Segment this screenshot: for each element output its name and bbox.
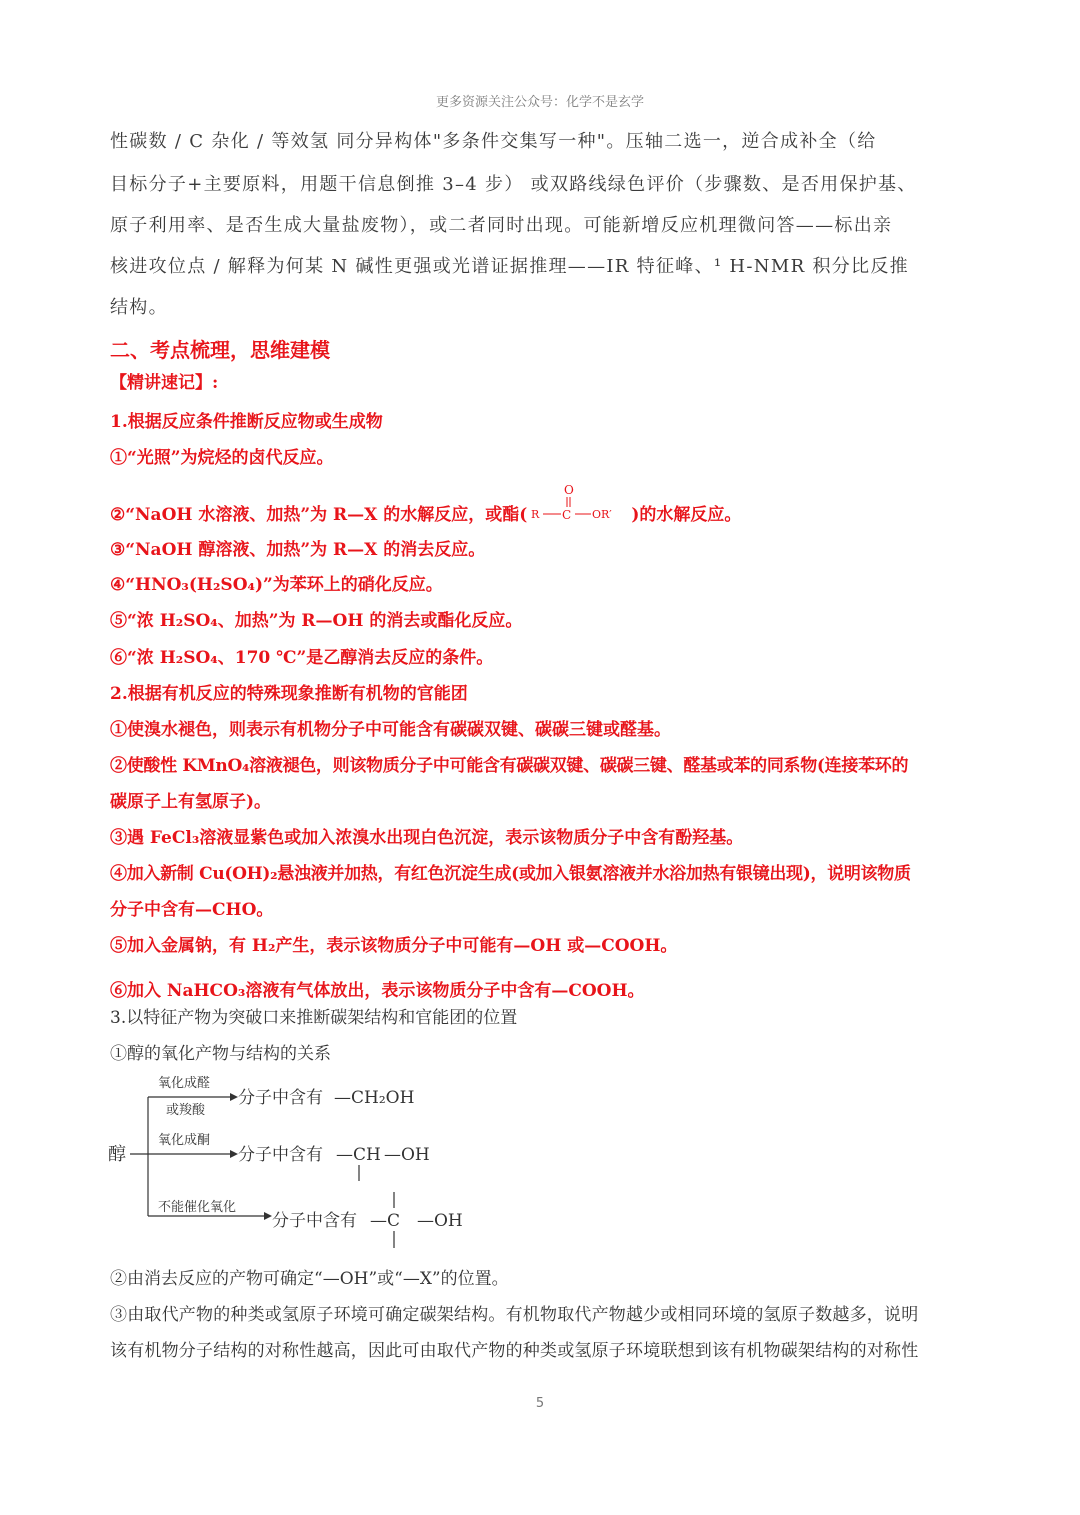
b3-text: 分子中含有 [272,1211,357,1231]
part1-item2-before: ②“NaOH 水溶液、加热”为 R—X 的水解反应，或酯( [110,504,528,525]
part2-item: ⑥加入 NaHCO₃溶液有气体放出，表示该物质分子中含有—COOH。 [110,981,645,1001]
b2-label: 氧化成酮 [158,1133,211,1148]
part3-title: 3.以特征产物为突破口来推断碳架结构和官能团的位置 [110,1008,518,1028]
b3-group-right: —OH [417,1211,463,1231]
intro-line: 性碳数 / C 杂化 / 等效氢 同分异构体"多条件交集写一种"。压轴二选一，逆合成补全（给 [110,131,877,152]
alcohol-oxidation-diagram [100,1068,480,1254]
part2-item: ④加入新制 Cu(OH)₂悬浊液并加热，有红色沉淀生成(或加入银氨溶液并水浴加热有银镜出现)，说明该物质 [110,864,911,884]
b2-text: 分子中含有 [238,1145,323,1165]
b1-group: —CH₂OH [334,1088,415,1108]
part3-item: 该有机物分子结构的对称性越高，因此可由取代产物的种类或氢原子环境联想到该有机物碳架结构的对称性 [110,1341,919,1361]
part1-title: 1.根据反应条件推断反应物或生成物 [110,412,383,432]
part3-item: ②由消去反应的产物可确定“—OH”或“—X”的位置。 [110,1269,509,1289]
intro-line: 结构。 [110,297,168,318]
part2-item: ③遇 FeCl₃溶液显紫色或加入浓溴水出现白色沉淀，表示该物质分子中含有酚羟基。 [110,828,744,848]
b1-label-top: 氧化成醛 [158,1076,211,1091]
diagram-root: 醇 [108,1144,126,1165]
section-title: 二、考点梳理，思维建模 [110,338,330,362]
part1-item: ⑥“浓 H₂SO₄、170 ℃”是乙醇消去反应的条件。 [110,648,494,668]
ester-o-top: O [564,484,575,497]
part1-item: ④“HNO₃(H₂SO₄)”为苯环上的硝化反应。 [110,575,443,595]
part3-item: ①醇的氧化产物与结构的关系 [110,1044,331,1064]
ester-c: C [562,508,572,522]
part3-item: ③由取代产物的种类或氢原子环境可确定碳架结构。有机物取代产物越少或相同环境的氢原子数越多，说明 [110,1305,919,1325]
section-tag: 【精讲速记】: [110,373,219,393]
b2-group-right: —OH [384,1145,430,1165]
b3-group-left: —C [370,1211,401,1231]
intro-line: 核进攻位点 / 解释为何某 N 碱性更强或光谱证据推理——IR 特征峰、¹ H-NMR 积分比反推 [110,256,909,277]
page-header: 更多资源关注公众号：化学不是玄学 [435,95,644,110]
ester-structure [527,484,631,526]
intro-line: 原子利用率、是否生成大量盐废物），或二者同时出现。可能新增反应机理微问答——标出亲 [110,215,893,236]
part1-item-ester [110,484,742,526]
b1-label-bottom: 或羧酸 [166,1103,206,1118]
part2-item: 碳原子上有氢原子)。 [110,792,272,812]
part2-item: ②使酸性 KMnO₄溶液褪色，则该物质分子中可能含有碳碳双键、碳碳三键、醛基或苯的同系物(连接苯环的 [110,756,909,776]
b2-group-left: —CH [336,1145,381,1165]
part2-title: 2.根据有机反应的特殊现象推断有机物的官能团 [110,684,468,704]
part1-item: ⑤“浓 H₂SO₄、加热”为 R—OH 的消去或酯化反应。 [110,611,523,631]
part2-item: ⑤加入金属钠，有 H₂产生，表示该物质分子中可能有—OH 或—COOH。 [110,936,678,956]
ester-r: R [531,508,540,521]
intro-line: 目标分子+主要原料，用题干信息倒推 3–4 步） 或双路线绿色评价（步骤数、是否用保护基、 [110,174,917,195]
part1-item: ①“光照”为烷烃的卤代反应。 [110,448,334,468]
b3-label: 不能催化氧化 [158,1200,237,1215]
b1-text: 分子中含有 [238,1088,323,1108]
part2-item: ①使溴水褪色，则表示有机物分子中可能含有碳碳双键、碳碳三键或醛基。 [110,720,671,740]
part1-item2-after: )的水解反应。 [631,504,742,525]
part1-item: ③“NaOH 醇溶液、加热”为 R—X 的消去反应。 [110,540,486,560]
part2-item: 分子中含有—CHO。 [110,900,274,920]
page-number: 5 [535,1396,545,1411]
ester-or: OR′ [592,508,613,521]
